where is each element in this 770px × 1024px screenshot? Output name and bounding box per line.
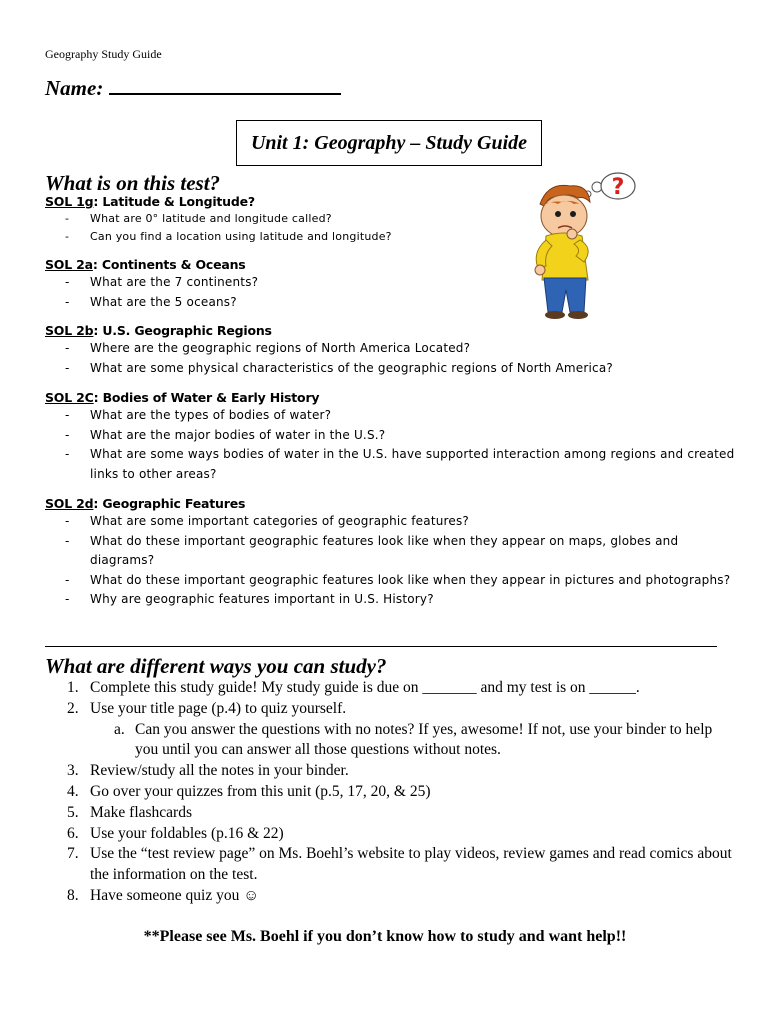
section-divider — [45, 646, 717, 647]
step-number: 4. — [67, 782, 79, 800]
step-number: a. — [114, 720, 125, 738]
step-number: 3. — [67, 762, 79, 780]
sol-code: SOL 2a — [45, 257, 93, 272]
sol-section-2b — [45, 323, 735, 378]
sol-section-2c — [45, 390, 735, 484]
step-text: Make flashcards — [90, 803, 192, 821]
list-item — [45, 886, 735, 907]
sol-title — [45, 496, 735, 511]
question-item: - What are the 7 continents? — [45, 273, 735, 293]
sol-title — [45, 390, 735, 405]
step-text: Use the “test review page” on Ms. Boehl’s website to play videos, review games and read comics about the information on the test. — [90, 845, 732, 884]
sol-topic: : Latitude & Longitude? — [93, 194, 255, 209]
sol-topic: : U.S. Geographic Regions — [93, 323, 272, 338]
question-item: - What are some ways bodies of water in the U.S. have supported interaction among regions and created links to other areas? — [45, 445, 735, 484]
thinking-boy-icon — [518, 172, 648, 322]
question-item: - What are the types of bodies of water? — [45, 406, 735, 426]
name-field-row — [45, 76, 341, 101]
question-mark-icon: ? — [611, 175, 625, 200]
step-text: Have someone quiz you ☺ — [90, 886, 260, 904]
question-item: - Can you find a location using latitude and longitude? — [45, 228, 735, 246]
name-blank-line[interactable] — [109, 77, 341, 95]
sol-section-2d — [45, 496, 735, 610]
question-item: - Where are the geographic regions of North America Located? — [45, 339, 735, 359]
ways-heading: What are different ways you can study? — [45, 654, 387, 678]
list-item — [45, 699, 735, 720]
list-item — [45, 844, 735, 886]
list-subitem — [45, 720, 735, 762]
question-item: - What are some physical characteristics of the geographic regions of North America? — [45, 359, 735, 379]
step-number: 2. — [67, 699, 79, 717]
sol-code: SOL 2C — [45, 390, 94, 405]
sol-code: SOL 2b — [45, 323, 94, 338]
help-footer-note: **Please see Ms. Boehl if you don’t know how to study and want help!! — [143, 928, 627, 945]
question-item: - Why are geographic features important in U.S. History? — [45, 590, 735, 610]
list-item — [45, 678, 735, 699]
list-item — [45, 824, 735, 845]
step-text: Go over your quizzes from this unit (p.5, 17, 20, & 25) — [90, 782, 431, 800]
step-text: Review/study all the notes in your binder. — [90, 762, 349, 780]
question-item: - What do these important geographic features look like when they appear in pictures and photographs? — [45, 571, 735, 591]
sol-code: SOL 1g — [45, 194, 94, 209]
test-heading: What is on this test? — [45, 171, 221, 195]
list-item — [45, 782, 735, 803]
sol-topic: : Bodies of Water & Early History — [93, 390, 320, 405]
sol-topic: : Geographic Features — [93, 496, 246, 511]
question-item: - What are the major bodies of water in the U.S.? — [45, 426, 735, 446]
step-text: Use your title page (p.4) to quiz yourself. — [90, 699, 347, 717]
question-item: - What are the 5 oceans? — [45, 293, 735, 313]
step-text: Complete this study guide! My study guide is due on _______ and my test is on ______. — [90, 679, 640, 696]
page-title: Unit 1: Geography – Study Guide — [236, 120, 542, 166]
question-item: - What are some important categories of geographic features? — [45, 512, 735, 532]
study-steps-list — [45, 678, 735, 907]
sol-title — [45, 323, 735, 338]
step-number: 1. — [67, 679, 79, 696]
step-number: 5. — [67, 803, 79, 821]
question-item: - What are 0° latitude and longitude called? — [45, 210, 735, 228]
name-label: Name: — [45, 76, 104, 100]
step-text: Use your foldables (p.16 & 22) — [90, 824, 284, 842]
running-header: Geography Study Guide — [45, 47, 162, 61]
step-text: Can you answer the questions with no notes? If yes, awesome! If not, use your binder to help you until you can answer all those questions without notes. — [135, 720, 713, 759]
list-item — [45, 761, 735, 782]
sol-topic: : Continents & Oceans — [92, 257, 246, 272]
step-number: 6. — [67, 824, 79, 842]
step-number: 8. — [67, 886, 79, 904]
question-item: - What do these important geographic features look like when they appear on maps, globes and diagrams? — [45, 532, 735, 571]
sol-code: SOL 2d — [45, 496, 94, 511]
step-number: 7. — [67, 845, 79, 863]
list-item — [45, 803, 735, 824]
